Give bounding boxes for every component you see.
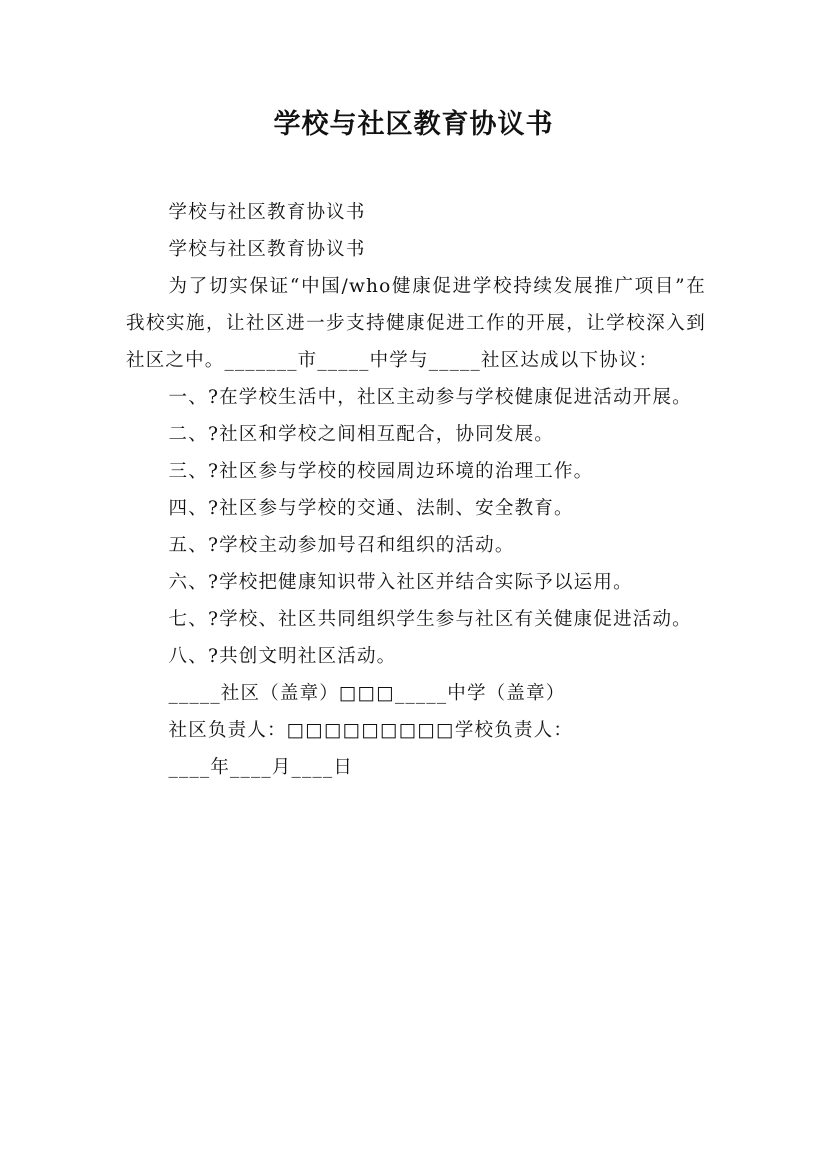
agreement-item-8: 八、?共创文明社区活动。 [168,646,397,667]
agreement-item-5: 五、?学校主动参加号召和组织的活动。 [168,535,515,556]
intro-paragraph: 为了切实保证“中国/who健康促进学校持续发展推广项目”在我校实施，让社区进一步支持健康促进工作的开展，让学校深入到社区之中。_______市_____中学与_____社区达成以下协议： [126,276,706,371]
document-body [126,194,706,786]
date-line: ____年____月____日 [168,757,354,778]
subtitle-line: 学校与社区教育协议书 [168,202,366,223]
document-title: 学校与社区教育协议书 [273,109,554,140]
agreement-item-1: 一、?在学校生活中，社区主动参与学校健康促进活动开展。 [168,387,692,408]
agreement-item-2: 二、?社区和学校之间相互配合，协同发展。 [168,424,554,445]
signatory-line: 社区负责人：□□□□□□□□□学校负责人： [168,720,574,741]
agreement-item-6: 六、?学校把健康知识带入社区并结合实际予以运用。 [168,572,633,593]
agreement-item-3: 三、?社区参与学校的校园周边环境的治理工作。 [168,461,594,482]
agreement-item-7: 七、?学校、社区共同组织学生参与社区有关健康促进活动。 [168,609,692,630]
agreement-item-4: 四、?社区参与学校的交通、法制、安全教育。 [168,498,574,519]
subtitle-line: 学校与社区教育协议书 [168,239,366,260]
seal-line: _____社区（盖章）□□□_____中学（盖章） [168,683,566,704]
